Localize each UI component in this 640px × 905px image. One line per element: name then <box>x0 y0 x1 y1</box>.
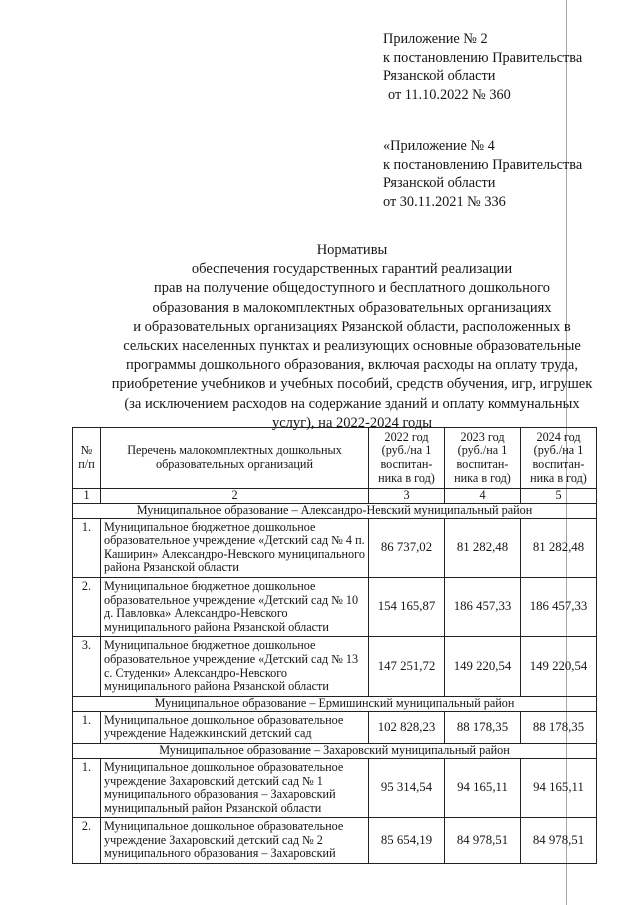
title-line: услуг), на 2022-2024 годы <box>271 414 432 431</box>
column-number: 4 <box>445 489 521 504</box>
municipality-name: Муниципальное образование – Александро-Невский муниципальный район <box>73 503 597 518</box>
appendix-2-reference <box>383 30 582 104</box>
value-2023: 84 978,51 <box>445 818 521 864</box>
appendix-2-line: Приложение № 2 <box>383 31 488 47</box>
value-2023: 81 282,48 <box>445 518 521 577</box>
appendix-4-line: к постановлению Правительства <box>383 156 583 173</box>
municipality-name: Муниципальное образование – Захаровский муниципальный район <box>73 743 597 758</box>
appendix-2-date: от 11.10.2022 № 360 <box>388 86 511 103</box>
title-line: прав на получение общедоступного и бесплатного дошкольного <box>154 280 550 297</box>
value-2024: 84 978,51 <box>521 818 597 864</box>
value-2024: 149 220,54 <box>521 637 597 696</box>
value-2023: 88 178,35 <box>445 711 521 743</box>
title-line: приобретение учебников и учебных пособий, средств обучения, игр, игрушек <box>111 376 593 393</box>
table-row <box>73 577 597 636</box>
municipality-header-row <box>73 696 597 711</box>
header-num: № п/п <box>73 428 101 489</box>
value-2024: 94 165,11 <box>521 758 597 817</box>
municipality-header-row <box>73 743 597 758</box>
row-number: 2. <box>73 818 101 864</box>
organization-name: Муниципальное бюджетное дошкольное образовательное учреждение «Детский сад № 10 д. Павловка» Александро-Невского муниципального района Рязанской области <box>101 577 369 636</box>
table-row <box>73 758 597 817</box>
value-2022: 154 165,87 <box>369 577 445 636</box>
header-2023: 2023 год (руб./на 1 воспитан-ника в год) <box>445 428 521 489</box>
organization-name: Муниципальное бюджетное дошкольное образовательное учреждение «Детский сад № 13 с. Студенки» Александро-Невского муниципального района Рязанской области <box>101 637 369 696</box>
value-2022: 147 251,72 <box>369 637 445 696</box>
value-2022: 85 654,19 <box>369 818 445 864</box>
table-row <box>73 818 597 864</box>
value-2024: 81 282,48 <box>521 518 597 577</box>
row-number: 3. <box>73 637 101 696</box>
title-line: образования в малокомплектных образовательных организациях <box>152 299 552 316</box>
header-org: Перечень малокомплектных дошкольных образовательных организаций <box>101 428 369 489</box>
row-number: 1. <box>73 758 101 817</box>
municipality-name: Муниципальное образование – Ермишинский муниципальный район <box>73 696 597 711</box>
value-2022: 102 828,23 <box>369 711 445 743</box>
appendix-4-reference <box>383 137 582 211</box>
title-line: обеспечения государственных гарантий реализации <box>191 261 513 278</box>
municipality-header-row <box>73 503 597 518</box>
organization-name: Муниципальное дошкольное образовательное учреждение Захаровский детский сад № 2 муниципального образования – Захаровский <box>101 818 369 864</box>
column-number: 5 <box>521 489 597 504</box>
row-number: 1. <box>73 711 101 743</box>
title-line: Нормативы <box>316 242 388 258</box>
appendix-4-line: Рязанской области <box>383 175 496 192</box>
column-number: 3 <box>369 489 445 504</box>
title-line: и образовательных организациях Рязанской области, расположенных в <box>133 318 571 335</box>
title-line: (за исключением расходов на содержание зданий и оплату коммунальных <box>124 395 580 412</box>
organization-name: Муниципальное дошкольное образовательное учреждение Надежкинский детский сад <box>101 711 369 743</box>
value-2022: 86 737,02 <box>369 518 445 577</box>
appendix-4-line: «Приложение № 4 <box>383 138 495 154</box>
value-2023: 149 220,54 <box>445 637 521 696</box>
value-2024: 186 457,33 <box>521 577 597 636</box>
table-header-row <box>73 428 597 489</box>
column-number-row <box>73 489 597 504</box>
appendix-4-date: от 30.11.2021 № 336 <box>383 193 506 210</box>
row-number: 2. <box>73 577 101 636</box>
table-row <box>73 518 597 577</box>
normatives-table <box>72 427 597 864</box>
organization-name: Муниципальное бюджетное дошкольное образовательное учреждение «Детский сад № 4 п. Каширин» Александро-Невского муниципального района Рязанской области <box>101 518 369 577</box>
value-2022: 95 314,54 <box>369 758 445 817</box>
header-2022: 2022 год (руб./на 1 воспитан-ника в год) <box>369 428 445 489</box>
appendix-2-line: Рязанской области <box>383 68 496 85</box>
column-number: 2 <box>101 489 369 504</box>
title-line: программы дошкольного образования, включая расходы на оплату труда, <box>126 357 578 374</box>
organization-name: Муниципальное дошкольное образовательное учреждение Захаровский детский сад № 1 муниципального образования – Захаровский муниципальный район Рязанской области <box>101 758 369 817</box>
document-title <box>92 241 612 433</box>
appendix-2-line: к постановлению Правительства <box>383 49 583 66</box>
table-row <box>73 637 597 696</box>
title-line: сельских населенных пунктах и реализующих основные образовательные <box>123 338 581 355</box>
table-row <box>73 711 597 743</box>
header-2024: 2024 год (руб./на 1 воспитан-ника в год) <box>521 428 597 489</box>
value-2023: 186 457,33 <box>445 577 521 636</box>
row-number: 1. <box>73 518 101 577</box>
column-number: 1 <box>73 489 101 504</box>
value-2024: 88 178,35 <box>521 711 597 743</box>
value-2023: 94 165,11 <box>445 758 521 817</box>
